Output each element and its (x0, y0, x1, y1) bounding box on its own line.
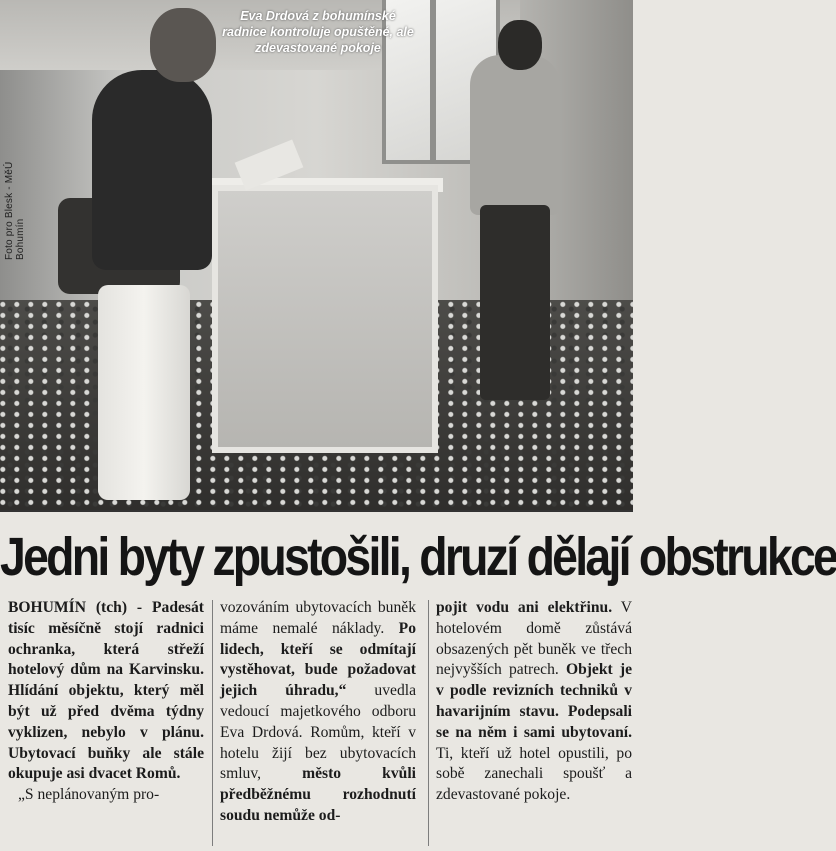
article-headline: Jedni byty zpustošili, druzí dělají obstrukce (0, 527, 836, 587)
article-column-3 (436, 598, 632, 806)
column-divider (212, 600, 213, 846)
body-bold-text: město kvůli předběžnému rozhodnutí soudu nemůže od- (220, 765, 416, 824)
photo-credit: Foto pro Blesk - MěÚ Bohumín (4, 161, 26, 260)
photo-man-body (470, 55, 560, 215)
body-bold-text: Objekt je v podle revizních techniků v havarijním stavu. Podepsali se na něm i sami ubytovaní. (436, 661, 632, 741)
photo-divider (0, 510, 633, 512)
photo-woman-body (92, 70, 212, 270)
body-bold-text: pojit vodu ani elektřinu. (436, 599, 613, 616)
photo-woman-legs (98, 285, 190, 500)
lead-paragraph: BOHUMÍN (tch) - Padesát tisíc měsíčně stojí radnici ochranka, která střeží hotelový dům na Karvinsku. Hlídání objektu, který měl být už před dvěma týdny vyklizen, nebylo v plánu. Ubytovací buňky ale stále okupuje asi dvacet Romů. (8, 599, 204, 783)
article-photo (0, 0, 633, 510)
article-column-2 (220, 598, 416, 827)
body-text: V hotelovém domě zůstává obsazených pět buněk ve třech nejvyšších patrech. (436, 599, 632, 679)
body-text: vozováním ubytovacích buněk máme nemalé náklady. (220, 599, 416, 637)
column-divider (428, 600, 429, 846)
photo-cabinet (212, 185, 438, 453)
body-bold-text: Po lidech, kteří se odmítají vystěhovat, bude požadovat jejich úhradu,“ (220, 619, 416, 700)
photo-man-legs (480, 205, 550, 400)
quote-start: „S neplánovaným pro- (18, 786, 160, 804)
photo-window-frame (430, 0, 436, 160)
body-text: uvedla vedoucí majetkového odboru Eva Drdová. Romům, kteří v hotelu žijí bez ubytovacích smluv, (220, 682, 416, 783)
photo-man-head (498, 20, 542, 70)
photo-woman-head (150, 8, 216, 82)
article-column-1 (8, 598, 204, 806)
photo-caption: Eva Drdová z bohumínské radnice kontroluje opuštěné, ale zdevastované pokoje (222, 9, 414, 55)
body-text: Ti, kteří už hotel opustili, po sobě zanechali spoušť a zdevastované pokoje. (436, 744, 632, 804)
